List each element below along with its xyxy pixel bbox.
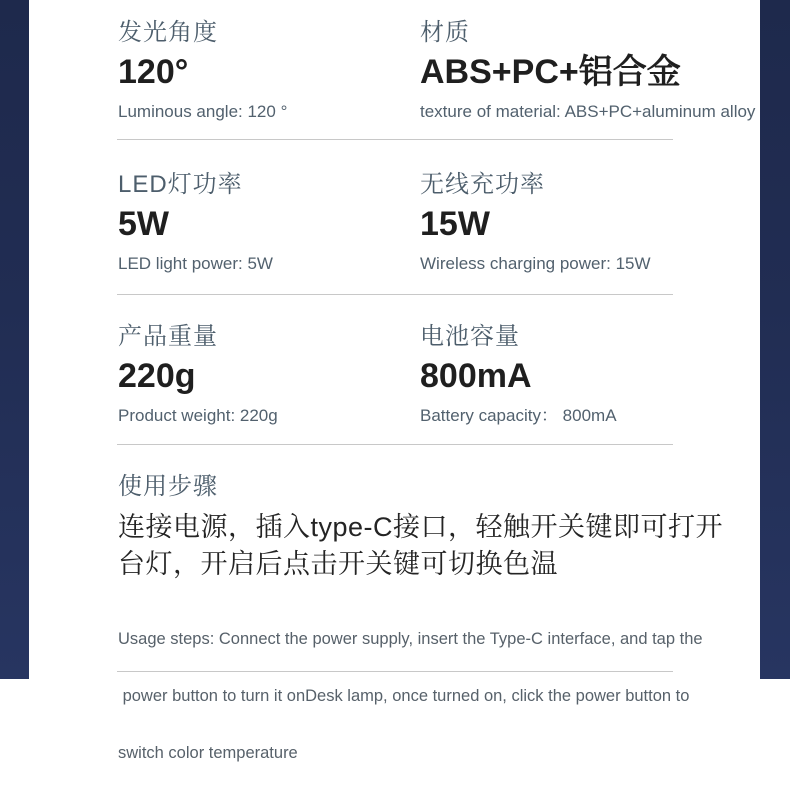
usage-steps-text-cn xyxy=(118,509,728,583)
spec-subtitle-en: LED light power: 5W xyxy=(118,254,273,273)
spec-title-cn: 产品重量 xyxy=(118,323,218,350)
spec-subtitle-en: Wireless charging power: 15W xyxy=(420,254,651,273)
right-border-band xyxy=(760,0,790,679)
spec-wireless-charging-power xyxy=(420,168,758,275)
usage-en-line: power button to turn it onDesk lamp, once turned on, click the power button to xyxy=(118,687,690,705)
usage-cn-line: 台灯，开启后点击开关键可切换色温 xyxy=(118,549,558,579)
spec-luminous-angle xyxy=(118,16,420,123)
spec-row-weight-battery xyxy=(118,320,758,427)
spec-value: 15W xyxy=(420,205,490,243)
usage-steps-text-en xyxy=(118,592,728,801)
spec-value: ABS+PC+铝合金 xyxy=(420,53,681,91)
spec-subtitle-en: Product weight: 220g xyxy=(118,406,278,425)
spec-title-cn: 发光角度 xyxy=(118,19,218,46)
spec-value: 5W xyxy=(118,205,169,243)
section-divider xyxy=(117,444,673,445)
usage-cn-line: 连接电源，插入type-C接口，轻触开关键即可打开 xyxy=(118,512,724,542)
spec-title-cn: 电池容量 xyxy=(420,323,520,350)
spec-row-angle-material xyxy=(118,16,758,123)
spec-led-power xyxy=(118,168,420,275)
section-divider xyxy=(117,139,673,140)
spec-material xyxy=(420,16,758,123)
usage-en-line: Usage steps: Connect the power supply, insert the Type-C interface, and tap the xyxy=(118,630,703,648)
spec-title-cn: LED灯功率 xyxy=(118,171,243,198)
usage-steps-title: 使用步骤 xyxy=(118,473,218,500)
usage-steps-section xyxy=(118,470,728,801)
spec-row-power xyxy=(118,168,758,275)
spec-subtitle-en: Luminous angle: 120 ° xyxy=(118,102,288,121)
spec-value: 220g xyxy=(118,357,196,395)
spec-value: 120° xyxy=(118,53,189,91)
spec-battery-capacity xyxy=(420,320,758,427)
left-border-band xyxy=(0,0,29,679)
usage-en-line: switch color temperature xyxy=(118,744,298,762)
spec-subtitle-en: texture of material: ABS+PC+aluminum alloy xyxy=(420,102,756,121)
spec-subtitle-en: Battery capacity： 800mA xyxy=(420,406,617,425)
section-divider xyxy=(117,671,673,672)
spec-value: 800mA xyxy=(420,357,532,395)
spec-title-cn: 材质 xyxy=(420,19,470,46)
spec-title-cn: 无线充功率 xyxy=(420,171,545,198)
spec-product-weight xyxy=(118,320,420,427)
section-divider xyxy=(117,294,673,295)
